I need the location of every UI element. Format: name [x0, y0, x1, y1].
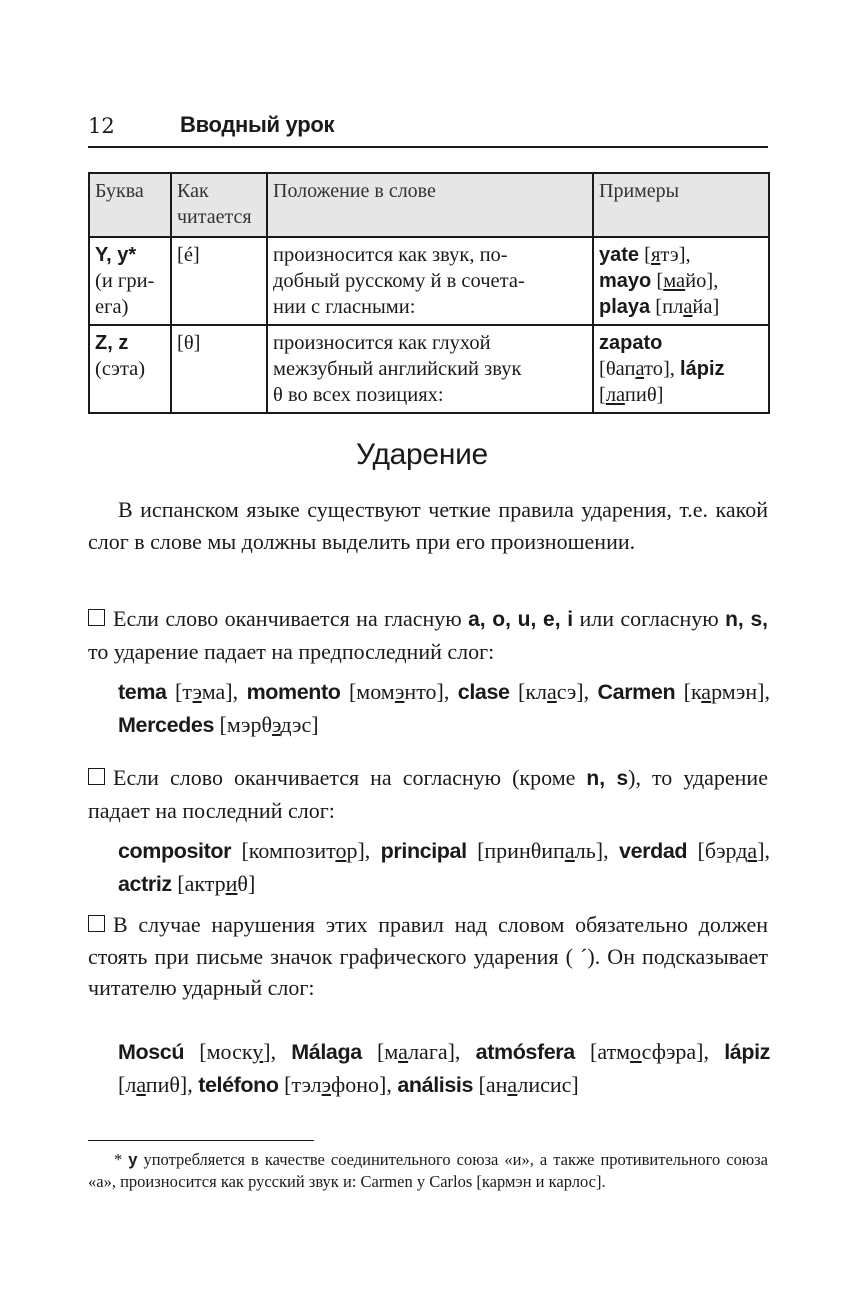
example: actriz [актриθ]: [118, 870, 256, 896]
intro-paragraph: В испанском языке существуют четкие правила ударения, т.е. какой слог в слове мы должны выделить при его произношении.: [88, 497, 768, 554]
example: playa [плайа]: [599, 296, 720, 318]
position-cell: произносится как звук, по- добный русскому й в сочета- нии с гласными:: [267, 237, 593, 325]
table-row: [89, 325, 769, 413]
example: [лапиθ]: [599, 384, 664, 406]
letter-cell: [89, 325, 171, 413]
header-examples: Примеры: [593, 173, 769, 237]
example: teléfono [тэлэфоно],: [198, 1071, 398, 1097]
header-position: Положение в слове: [267, 173, 593, 237]
example: mayo [майо],: [599, 270, 719, 292]
example: momento [момэнто],: [246, 679, 458, 704]
letter-cell: [89, 237, 171, 325]
example: lápiz [лапиθ],: [118, 1040, 771, 1097]
position-cell: произносится как глухой межзубный английский звук θ во всех позициях:: [267, 325, 593, 413]
header-reading: Как читается: [171, 173, 267, 237]
letter-z-name: (сэта): [95, 358, 146, 380]
example: zapato: [599, 332, 663, 354]
example: Málaga [малага],: [291, 1039, 476, 1064]
checkbox-icon: [88, 768, 105, 785]
example: [θапато], lápiz: [599, 358, 725, 380]
example: verdad [бэрда],: [619, 838, 771, 863]
page-number: 12: [88, 114, 115, 138]
example: atmósfera [атмосфэра],: [475, 1039, 725, 1064]
examples-cell: [593, 237, 769, 325]
rule-3: В случае нарушения этих правил над словом обязательно должен стоять при письме значок графического ударения ( ´). Он подсказывает читателю ударный слог:: [88, 912, 768, 1000]
example: yate [ятэ],: [599, 244, 691, 266]
reading-cell: [é]: [171, 237, 267, 325]
checkbox-icon: [88, 915, 105, 932]
footnote: * y употребляется в качестве соединительного союза «и», а также противительного союза «а», произносится как русский звук и: Carmen y Carlos [кармэн и карлос].: [88, 1150, 768, 1191]
examples-cell: [593, 325, 769, 413]
rule-2: Если слово оканчивается на согласную (кроме n, s), то ударение падает на последний слог:: [88, 765, 768, 823]
table-row: [89, 237, 769, 325]
examples-1: [118, 676, 770, 741]
examples-3: [118, 1036, 770, 1101]
example: Carmen [кармэн],: [597, 679, 770, 704]
example: tema [тэма],: [118, 679, 247, 704]
checkbox-icon: [88, 609, 105, 626]
letter-y-name: (и гри- ега): [95, 270, 155, 318]
reading-cell: [θ]: [171, 325, 267, 413]
running-header: [88, 112, 768, 148]
example: análisis [аналисис]: [397, 1071, 579, 1097]
example: Moscú [моску],: [118, 1039, 292, 1064]
rule-1: Если слово оканчивается на гласную a, o, u, e, i или согласную n, s, то ударение падает на предпоследний слог:: [88, 606, 768, 664]
section-title: Ударение: [356, 438, 488, 471]
examples-2: [118, 835, 770, 900]
example: compositor [композитор],: [118, 838, 381, 863]
footnote-divider: [88, 1140, 314, 1141]
example: Mercedes [мэрθэдэс]: [118, 711, 319, 737]
chapter-title: Вводный урок: [180, 112, 335, 137]
table-header-row: [89, 173, 769, 237]
example: principal [принθипаль],: [380, 838, 620, 863]
letters-table: [88, 172, 770, 414]
example: clase [класэ],: [457, 679, 598, 704]
header-letter: Буква: [89, 173, 171, 237]
letter-z: Z, z: [95, 332, 129, 354]
letter-y: Y, y*: [95, 244, 137, 266]
